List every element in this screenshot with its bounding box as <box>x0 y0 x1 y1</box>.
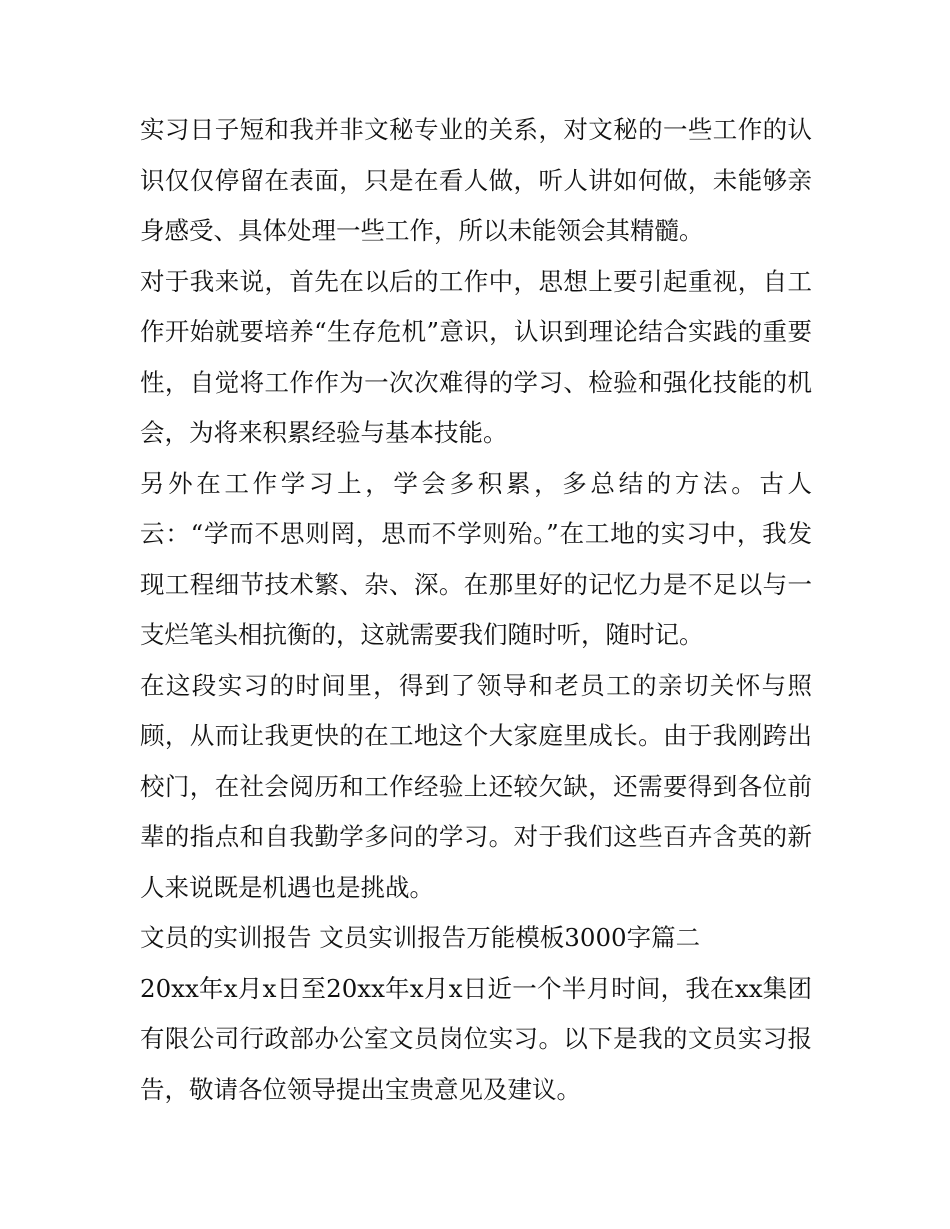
paragraph-future-plan: 对于我来说，首先在以后的工作中，思想上要引起重视，自工作开始就要培养“生存危机”意识，认识到理论结合实践的重要性，自觉将工作作为一次次难得的学习、检验和强化技能的机会，为将来积累经验与基本技能。 <box>140 266 812 447</box>
paragraph-report-intro: 20xx年x月x日至20xx年x月x日近一个半月时间，我在xx集团有限公司行政部办公室文员岗位实习。以下是我的文员实习报告，敬请各位领导提出宝贵意见及建议。 <box>140 973 812 1104</box>
document-body <box>140 105 812 1115</box>
paragraph-gratitude: 在这段实习的时间里，得到了领导和老员工的亲切关怀与照顾，从而让我更快的在工地这个大家庭里成长。由于我刚跨出校门，在社会阅历和工作经验上还较欠缺，还需要得到各位前辈的指点和自我勤学多问的学习。对于我们这些百卉含英的新人来说既是机遇也是挑战。 <box>140 670 812 902</box>
paragraph-study-method: 另外在工作学习上，学会多积累，多总结的方法。古人云：“学而不思则罔，思而不学则殆。”在工地的实习中，我发现工程细节技术繁、杂、深。在那里好的记忆力是不足以与一支烂笔头相抗衡的，这就需要我们随时听，随时记。 <box>140 468 812 649</box>
paragraph-internship-reflection: 实习日子短和我并非文秘专业的关系，对文秘的一些工作的认识仅仅停留在表面，只是在看人做，听人讲如何做，未能够亲身感受、具体处理一些工作，所以未能领会其精髓。 <box>140 115 812 245</box>
section-heading: 文员的实训报告 文员实训报告万能模板3000字篇二 <box>140 923 701 952</box>
